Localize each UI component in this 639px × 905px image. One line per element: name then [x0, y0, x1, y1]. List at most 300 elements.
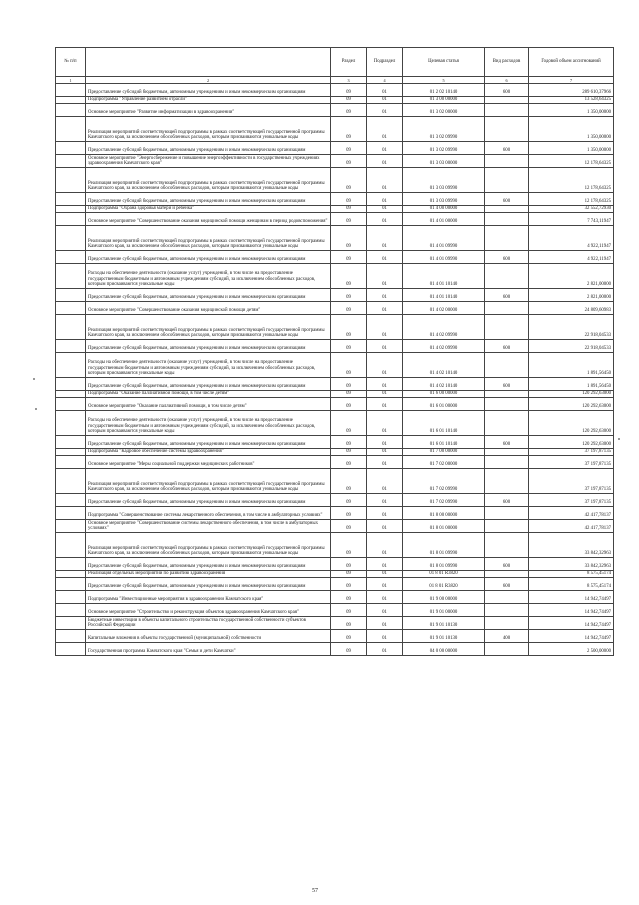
- row-number-cell: [56, 340, 86, 353]
- row-expense-type-cell: [485, 591, 529, 604]
- row-number-cell: [56, 353, 86, 378]
- row-section-cell: 09: [331, 449, 367, 456]
- row-subsection-cell: 01: [367, 353, 403, 378]
- row-number-cell: [56, 289, 86, 302]
- row-amount-cell: 289 610,37966: [529, 84, 614, 97]
- table-row: [56, 507, 614, 520]
- table-row: [56, 449, 614, 456]
- row-expense-type-cell: [485, 206, 529, 213]
- row-number-cell: [56, 591, 86, 604]
- row-section-cell: 09: [331, 264, 367, 289]
- row-name-cell: Предоставление субсидий бюджетным, автономным учреждениям и иным некоммерческим организациям: [86, 578, 331, 591]
- row-expense-type-cell: 600: [485, 578, 529, 591]
- row-section-cell: 09: [331, 378, 367, 391]
- table-row: [56, 142, 614, 155]
- row-expense-type-cell: [485, 411, 529, 436]
- row-name-cell: Реализация мероприятий соответствующей подпрограммы в рамках соответствующей государственной программы Камчатского края, за исключением обособленных расходов, которым присваиваются уникальные коды: [86, 117, 331, 142]
- row-subsection-cell: 01: [367, 213, 403, 226]
- row-section-cell: 09: [331, 591, 367, 604]
- row-subsection-cell: 01: [367, 617, 403, 630]
- row-number-cell: [56, 578, 86, 591]
- row-subsection-cell: 01: [367, 507, 403, 520]
- row-name-cell: Предоставление субсидий бюджетным, автономным учреждениям и иным некоммерческим организациям: [86, 289, 331, 302]
- row-expense-type-cell: [485, 456, 529, 469]
- table-row: [56, 578, 614, 591]
- row-subsection-cell: 01: [367, 206, 403, 213]
- row-expense-type-cell: [485, 264, 529, 289]
- row-name-cell: Предоставление субсидий бюджетным, автономным учреждениям и иным некоммерческим организациям: [86, 494, 331, 507]
- row-amount-cell: 14 942,74497: [529, 591, 614, 604]
- row-expense-type-cell: [485, 97, 529, 104]
- row-target-article-cell: 01 9 00 00000: [403, 591, 485, 604]
- row-subsection-cell: 01: [367, 558, 403, 571]
- table-row: [56, 264, 614, 289]
- table-row: [56, 206, 614, 213]
- row-expense-type-cell: [485, 117, 529, 142]
- row-name-cell: Подпрограмма "Кадровое обеспечение системы здравоохранения": [86, 449, 331, 456]
- column-index: 3: [331, 77, 367, 84]
- row-name-cell: Реализация мероприятий соответствующей подпрограммы в рамках соответствующей государственной программы Камчатского края, за исключением обособленных расходов, которым присваиваются уникальные коды: [86, 226, 331, 251]
- row-expense-type-cell: 600: [485, 289, 529, 302]
- row-name-cell: Расходы на обеспечение деятельности (оказание услуг) учреждений, в том числе на предоставление государственным бюджетным и автономным учреждениям субсидий, за исключением обособленных расходов, которым присваиваются уникальные коды: [86, 264, 331, 289]
- row-number-cell: [56, 117, 86, 142]
- row-expense-type-cell: 600: [485, 142, 529, 155]
- row-amount-cell: 37 197,87135: [529, 469, 614, 494]
- row-subsection-cell: 01: [367, 302, 403, 315]
- row-name-cell: Реализация мероприятий соответствующей подпрограммы в рамках соответствующей государственной программы Камчатского края, за исключением обособленных расходов, которым присваиваются уникальные коды: [86, 469, 331, 494]
- row-section-cell: 09: [331, 193, 367, 206]
- header-subsection: Подраздел: [367, 48, 403, 77]
- row-section-cell: 09: [331, 411, 367, 436]
- row-name-cell: Предоставление субсидий бюджетным, автономным учреждениям и иным некоммерческим организациям: [86, 251, 331, 264]
- column-index: 7: [529, 77, 614, 84]
- table-row: [56, 353, 614, 378]
- row-number-cell: [56, 315, 86, 340]
- row-subsection-cell: 01: [367, 251, 403, 264]
- row-target-article-cell: 01 7 02 00000: [403, 456, 485, 469]
- scan-speck: [35, 408, 37, 410]
- row-name-cell: Реализация мероприятий соответствующей подпрограммы в рамках соответствующей государственной программы Камчатского края, за исключением обособленных расходов, которым присваиваются уникальные коды: [86, 315, 331, 340]
- row-number-cell: [56, 378, 86, 391]
- column-index: 4: [367, 77, 403, 84]
- row-amount-cell: 4 922,11947: [529, 226, 614, 251]
- row-name-cell: Основное мероприятие "Строительство и реконструкция объектов здравоохранения Камчатского края": [86, 604, 331, 617]
- row-expense-type-cell: [485, 391, 529, 398]
- table-row: [56, 591, 614, 604]
- row-expense-type-cell: [485, 315, 529, 340]
- row-target-article-cell: 01 6 01 00000: [403, 398, 485, 411]
- row-expense-type-cell: [485, 571, 529, 578]
- row-target-article-cell: 01 3 00 00000: [403, 97, 485, 104]
- row-name-cell: Основное мероприятие "Энергосбережение и повышение энергоэффективности в государственных учреждениях здравоохранения Камчатского края": [86, 155, 331, 168]
- row-amount-cell: 2 500,00000: [529, 643, 614, 656]
- column-index-row: [56, 77, 614, 84]
- row-subsection-cell: 01: [367, 391, 403, 398]
- row-number-cell: [56, 155, 86, 168]
- row-subsection-cell: 01: [367, 104, 403, 117]
- row-target-article-cell: 01 4 01 00000: [403, 213, 485, 226]
- row-section-cell: 09: [331, 571, 367, 578]
- row-name-cell: Реализация отдельных мероприятий по развитию здравоохранения: [86, 571, 331, 578]
- table-row: [56, 391, 614, 398]
- row-number-cell: [56, 97, 86, 104]
- row-target-article-cell: 01 4 01 09990: [403, 251, 485, 264]
- row-number-cell: [56, 436, 86, 449]
- row-number-cell: [56, 84, 86, 97]
- row-expense-type-cell: 600: [485, 340, 529, 353]
- row-target-article-cell: 01 4 01 09990: [403, 226, 485, 251]
- row-amount-cell: 120 292,63000: [529, 411, 614, 436]
- row-section-cell: 09: [331, 643, 367, 656]
- row-amount-cell: 12 178,64325: [529, 168, 614, 193]
- row-amount-cell: 2 821,00000: [529, 264, 614, 289]
- row-number-cell: [56, 469, 86, 494]
- row-expense-type-cell: [485, 398, 529, 411]
- header-number: № п/п: [56, 48, 86, 77]
- row-expense-type-cell: 600: [485, 378, 529, 391]
- row-name-cell: Расходы на обеспечение деятельности (оказание услуг) учреждений, в том числе на предоставление государственным бюджетным и автономным учреждениям субсидий, за исключением обособленных расходов, которым присваиваются уникальные коды: [86, 353, 331, 378]
- row-amount-cell: 22 918,04533: [529, 340, 614, 353]
- row-expense-type-cell: [485, 643, 529, 656]
- row-subsection-cell: 01: [367, 643, 403, 656]
- row-section-cell: 09: [331, 558, 367, 571]
- row-number-cell: [56, 643, 86, 656]
- row-section-cell: 09: [331, 604, 367, 617]
- header-target-article: Целевая статья: [403, 48, 485, 77]
- row-section-cell: 09: [331, 494, 367, 507]
- row-section-cell: 09: [331, 469, 367, 494]
- row-number-cell: [56, 302, 86, 315]
- column-index: 1: [56, 77, 86, 84]
- row-number-cell: [56, 206, 86, 213]
- row-expense-type-cell: 600: [485, 436, 529, 449]
- row-subsection-cell: 01: [367, 264, 403, 289]
- table-row: [56, 302, 614, 315]
- row-name-cell: Подпрограмма "Охрана здоровья матери и ребенка": [86, 206, 331, 213]
- row-amount-cell: 24 809,60983: [529, 302, 614, 315]
- row-subsection-cell: 01: [367, 84, 403, 97]
- row-number-cell: [56, 213, 86, 226]
- row-name-cell: Предоставление субсидий бюджетным, автономным учреждениям и иным некоммерческим организациям: [86, 142, 331, 155]
- row-expense-type-cell: [485, 302, 529, 315]
- row-name-cell: Основное мероприятие "Совершенствование оказания медицинской помощи детям": [86, 302, 331, 315]
- row-amount-cell: 120 292,63000: [529, 398, 614, 411]
- row-amount-cell: 14 942,74497: [529, 630, 614, 643]
- table-row: [56, 469, 614, 494]
- row-target-article-cell: 01 4 02 00000: [403, 302, 485, 315]
- table-row: [56, 155, 614, 168]
- row-target-article-cell: 01 8 01 00000: [403, 520, 485, 533]
- row-number-cell: [56, 193, 86, 206]
- header-section: Раздел: [331, 48, 367, 77]
- page-number: 57: [312, 888, 318, 894]
- row-section-cell: 09: [331, 520, 367, 533]
- header-name: [86, 48, 331, 77]
- row-section-cell: 09: [331, 104, 367, 117]
- table-row: [56, 436, 614, 449]
- table-row: [56, 340, 614, 353]
- row-section-cell: 09: [331, 97, 367, 104]
- row-section-cell: 09: [331, 251, 367, 264]
- row-section-cell: 09: [331, 155, 367, 168]
- row-subsection-cell: 01: [367, 436, 403, 449]
- table-row: [56, 315, 614, 340]
- row-target-article-cell: 01 3 03 09990: [403, 193, 485, 206]
- row-number-cell: [56, 264, 86, 289]
- row-target-article-cell: 01 9 01 10130: [403, 617, 485, 630]
- row-target-article-cell: 01 3 02 09990: [403, 142, 485, 155]
- row-section-cell: 09: [331, 617, 367, 630]
- row-number-cell: [56, 520, 86, 533]
- row-expense-type-cell: 600: [485, 193, 529, 206]
- row-section-cell: 09: [331, 436, 367, 449]
- row-amount-cell: 22 918,04533: [529, 315, 614, 340]
- row-amount-cell: 1 350,00000: [529, 104, 614, 117]
- row-target-article-cell: 01 4 02 09990: [403, 315, 485, 340]
- row-subsection-cell: 01: [367, 378, 403, 391]
- row-target-article-cell: 01 4 00 00000: [403, 206, 485, 213]
- header-annual-amount: Годовой объем ассигнований: [529, 48, 614, 77]
- row-target-article-cell: 01 8 01 R3820: [403, 578, 485, 591]
- row-target-article-cell: 01 8 00 00000: [403, 507, 485, 520]
- row-section-cell: 09: [331, 507, 367, 520]
- table-row: [56, 117, 614, 142]
- table-row: [56, 617, 614, 630]
- table-row: [56, 558, 614, 571]
- row-subsection-cell: 01: [367, 533, 403, 558]
- row-subsection-cell: 01: [367, 456, 403, 469]
- table-row: [56, 84, 614, 97]
- row-expense-type-cell: 600: [485, 84, 529, 97]
- row-expense-type-cell: [485, 226, 529, 251]
- row-name-cell: Предоставление субсидий бюджетным, автономным учреждениям и иным некоммерческим организациям: [86, 558, 331, 571]
- row-section-cell: 09: [331, 630, 367, 643]
- row-amount-cell: 4 922,11947: [529, 251, 614, 264]
- budget-table: [55, 47, 614, 656]
- row-target-article-cell: 01 4 02 09990: [403, 340, 485, 353]
- row-number-cell: [56, 411, 86, 436]
- table-row: [56, 378, 614, 391]
- row-expense-type-cell: [485, 604, 529, 617]
- row-amount-cell: 1 350,00000: [529, 117, 614, 142]
- row-target-article-cell: 01 7 02 09990: [403, 494, 485, 507]
- row-subsection-cell: 01: [367, 315, 403, 340]
- row-expense-type-cell: 600: [485, 251, 529, 264]
- row-subsection-cell: 01: [367, 97, 403, 104]
- row-target-article-cell: 01 8 01 09990: [403, 533, 485, 558]
- row-subsection-cell: 01: [367, 193, 403, 206]
- row-amount-cell: 120 292,63000: [529, 436, 614, 449]
- table-row: [56, 494, 614, 507]
- row-number-cell: [56, 449, 86, 456]
- table-row: [56, 398, 614, 411]
- row-target-article-cell: 01 7 02 09990: [403, 469, 485, 494]
- row-target-article-cell: 01 3 02 09990: [403, 117, 485, 142]
- row-amount-cell: 1 891,56450: [529, 353, 614, 378]
- row-section-cell: 09: [331, 456, 367, 469]
- row-name-cell: Основное мероприятие "Развитие информатизации в здравоохранении": [86, 104, 331, 117]
- table-row: [56, 193, 614, 206]
- row-target-article-cell: 01 8 01 R3820: [403, 571, 485, 578]
- row-number-cell: [56, 391, 86, 398]
- row-number-cell: [56, 558, 86, 571]
- row-name-cell: Реализация мероприятий соответствующей подпрограммы в рамках соответствующей государственной программы Камчатского края, за исключением обособленных расходов, которым присваиваются уникальные коды: [86, 533, 331, 558]
- table-row: [56, 251, 614, 264]
- row-expense-type-cell: [485, 533, 529, 558]
- row-section-cell: 09: [331, 391, 367, 398]
- table-row: [56, 456, 614, 469]
- row-name-cell: Основное мероприятие "Совершенствование оказания медицинской помощи женщинам в период родовспоможения": [86, 213, 331, 226]
- row-expense-type-cell: [485, 617, 529, 630]
- row-amount-cell: 14 942,74497: [529, 617, 614, 630]
- row-subsection-cell: 01: [367, 469, 403, 494]
- row-subsection-cell: 01: [367, 142, 403, 155]
- row-subsection-cell: 01: [367, 155, 403, 168]
- table-body: [56, 84, 614, 656]
- row-amount-cell: 42 417,78137: [529, 507, 614, 520]
- row-section-cell: 09: [331, 213, 367, 226]
- row-expense-type-cell: [485, 469, 529, 494]
- row-amount-cell: 120 292,63000: [529, 391, 614, 398]
- row-target-article-cell: 01 6 00 00000: [403, 391, 485, 398]
- row-expense-type-cell: [485, 507, 529, 520]
- row-amount-cell: 33 842,32963: [529, 558, 614, 571]
- table-row: [56, 104, 614, 117]
- row-target-article-cell: 01 9 01 10130: [403, 630, 485, 643]
- row-subsection-cell: 01: [367, 117, 403, 142]
- row-expense-type-cell: [485, 155, 529, 168]
- row-amount-cell: 1 350,00000: [529, 142, 614, 155]
- table-row: [56, 213, 614, 226]
- row-name-cell: Бюджетные инвестиции в объекты капитального строительства государственной собственности субъектов Российской Федерации: [86, 617, 331, 630]
- row-name-cell: Подпрограмма "Инвестиционные мероприятия в здравоохранении Камчатского края": [86, 591, 331, 604]
- row-target-article-cell: 01 3 02 00000: [403, 104, 485, 117]
- row-section-cell: 09: [331, 315, 367, 340]
- column-index: 5: [403, 77, 485, 84]
- row-section-cell: 09: [331, 353, 367, 378]
- row-number-cell: [56, 533, 86, 558]
- row-section-cell: 09: [331, 206, 367, 213]
- row-number-cell: [56, 507, 86, 520]
- row-subsection-cell: 01: [367, 630, 403, 643]
- row-amount-cell: 1 891,56450: [529, 378, 614, 391]
- row-subsection-cell: 01: [367, 340, 403, 353]
- row-number-cell: [56, 456, 86, 469]
- row-section-cell: 09: [331, 142, 367, 155]
- table-header-row: [56, 48, 614, 77]
- row-expense-type-cell: 600: [485, 558, 529, 571]
- row-subsection-cell: 01: [367, 398, 403, 411]
- row-expense-type-cell: [485, 353, 529, 378]
- row-target-article-cell: 01 3 03 09990: [403, 168, 485, 193]
- row-subsection-cell: 01: [367, 571, 403, 578]
- row-subsection-cell: 01: [367, 449, 403, 456]
- table-row: [56, 533, 614, 558]
- row-section-cell: 09: [331, 117, 367, 142]
- row-section-cell: 09: [331, 302, 367, 315]
- row-target-article-cell: 01 8 01 09990: [403, 558, 485, 571]
- table-row: [56, 97, 614, 104]
- row-amount-cell: 8 575,45174: [529, 578, 614, 591]
- row-target-article-cell: 01 4 02 10140: [403, 378, 485, 391]
- row-section-cell: 09: [331, 340, 367, 353]
- row-target-article-cell: 01 2 02 10140: [403, 84, 485, 97]
- row-target-article-cell: 01 4 01 10140: [403, 264, 485, 289]
- row-name-cell: Государственная программа Камчатского края "Семья и дети Камчатки": [86, 643, 331, 656]
- row-amount-cell: 37 197,87135: [529, 456, 614, 469]
- row-target-article-cell: 04 0 00 00000: [403, 643, 485, 656]
- row-number-cell: [56, 251, 86, 264]
- row-amount-cell: 14 942,74497: [529, 604, 614, 617]
- row-expense-type-cell: 600: [485, 494, 529, 507]
- row-target-article-cell: 01 4 02 10140: [403, 353, 485, 378]
- row-name-cell: Подпрограмма "Совершенствование системы лекарственного обеспечения, в том числе в амбулаторных условиях": [86, 507, 331, 520]
- row-section-cell: 09: [331, 168, 367, 193]
- row-name-cell: Капитальные вложения в объекты государственной (муниципальной) собственности: [86, 630, 331, 643]
- row-subsection-cell: 01: [367, 578, 403, 591]
- row-name-cell: Реализация мероприятий соответствующей подпрограммы в рамках соответствующей государственной программы Камчатского края, за исключением обособленных расходов, которым присваиваются уникальные коды: [86, 168, 331, 193]
- row-subsection-cell: 01: [367, 591, 403, 604]
- row-name-cell: Основное мероприятие "Совершенствование системы лекарственного обеспечения, в том числе в амбулаторных условиях": [86, 520, 331, 533]
- row-subsection-cell: 01: [367, 494, 403, 507]
- row-name-cell: Подпрограмма "Управление развитием отрасли": [86, 97, 331, 104]
- table-row: [56, 226, 614, 251]
- row-number-cell: [56, 142, 86, 155]
- row-amount-cell: 32 552,72930: [529, 206, 614, 213]
- row-amount-cell: 2 821,00000: [529, 289, 614, 302]
- row-target-article-cell: 01 6 01 10140: [403, 411, 485, 436]
- table-row: [56, 643, 614, 656]
- row-name-cell: Предоставление субсидий бюджетным, автономным учреждениям и иным некоммерческим организациям: [86, 84, 331, 97]
- row-amount-cell: 8 575,45174: [529, 571, 614, 578]
- table-row: [56, 604, 614, 617]
- row-target-article-cell: 01 7 00 00000: [403, 449, 485, 456]
- row-number-cell: [56, 617, 86, 630]
- row-subsection-cell: 01: [367, 411, 403, 436]
- column-index: 6: [485, 77, 529, 84]
- row-subsection-cell: 01: [367, 289, 403, 302]
- row-number-cell: [56, 168, 86, 193]
- row-number-cell: [56, 630, 86, 643]
- scan-speck: [33, 378, 35, 380]
- table-row: [56, 520, 614, 533]
- row-number-cell: [56, 571, 86, 578]
- row-name-cell: Предоставление субсидий бюджетным, автономным учреждениям и иным некоммерческим организациям: [86, 436, 331, 449]
- row-name-cell: Подпрограмма "Оказание паллиативной помощи, в том числе детям": [86, 391, 331, 398]
- row-number-cell: [56, 104, 86, 117]
- table-row: [56, 168, 614, 193]
- row-section-cell: 09: [331, 84, 367, 97]
- row-name-cell: Предоставление субсидий бюджетным, автономным учреждениям и иным некоммерческим организациям: [86, 378, 331, 391]
- row-number-cell: [56, 494, 86, 507]
- row-subsection-cell: 01: [367, 520, 403, 533]
- row-section-cell: 09: [331, 226, 367, 251]
- row-section-cell: 09: [331, 533, 367, 558]
- row-amount-cell: 37 197,87135: [529, 449, 614, 456]
- row-amount-cell: 42 417,78137: [529, 520, 614, 533]
- row-section-cell: 09: [331, 398, 367, 411]
- header-expense-type: Вид расходов: [485, 48, 529, 77]
- row-amount-cell: 13 528,64325: [529, 97, 614, 104]
- row-amount-cell: 12 178,64325: [529, 155, 614, 168]
- row-expense-type-cell: 400: [485, 630, 529, 643]
- column-index: 2: [86, 77, 331, 84]
- row-name-cell: Предоставление субсидий бюджетным, автономным учреждениям и иным некоммерческим организациям: [86, 193, 331, 206]
- row-expense-type-cell: [485, 520, 529, 533]
- row-name-cell: Расходы на обеспечение деятельности (оказание услуг) учреждений, в том числе на предоставление государственным бюджетным и автономным учреждениям субсидий, за исключением обособленных расходов, которым присваиваются уникальные коды: [86, 411, 331, 436]
- row-amount-cell: 37 197,87135: [529, 494, 614, 507]
- row-target-article-cell: 01 3 03 00000: [403, 155, 485, 168]
